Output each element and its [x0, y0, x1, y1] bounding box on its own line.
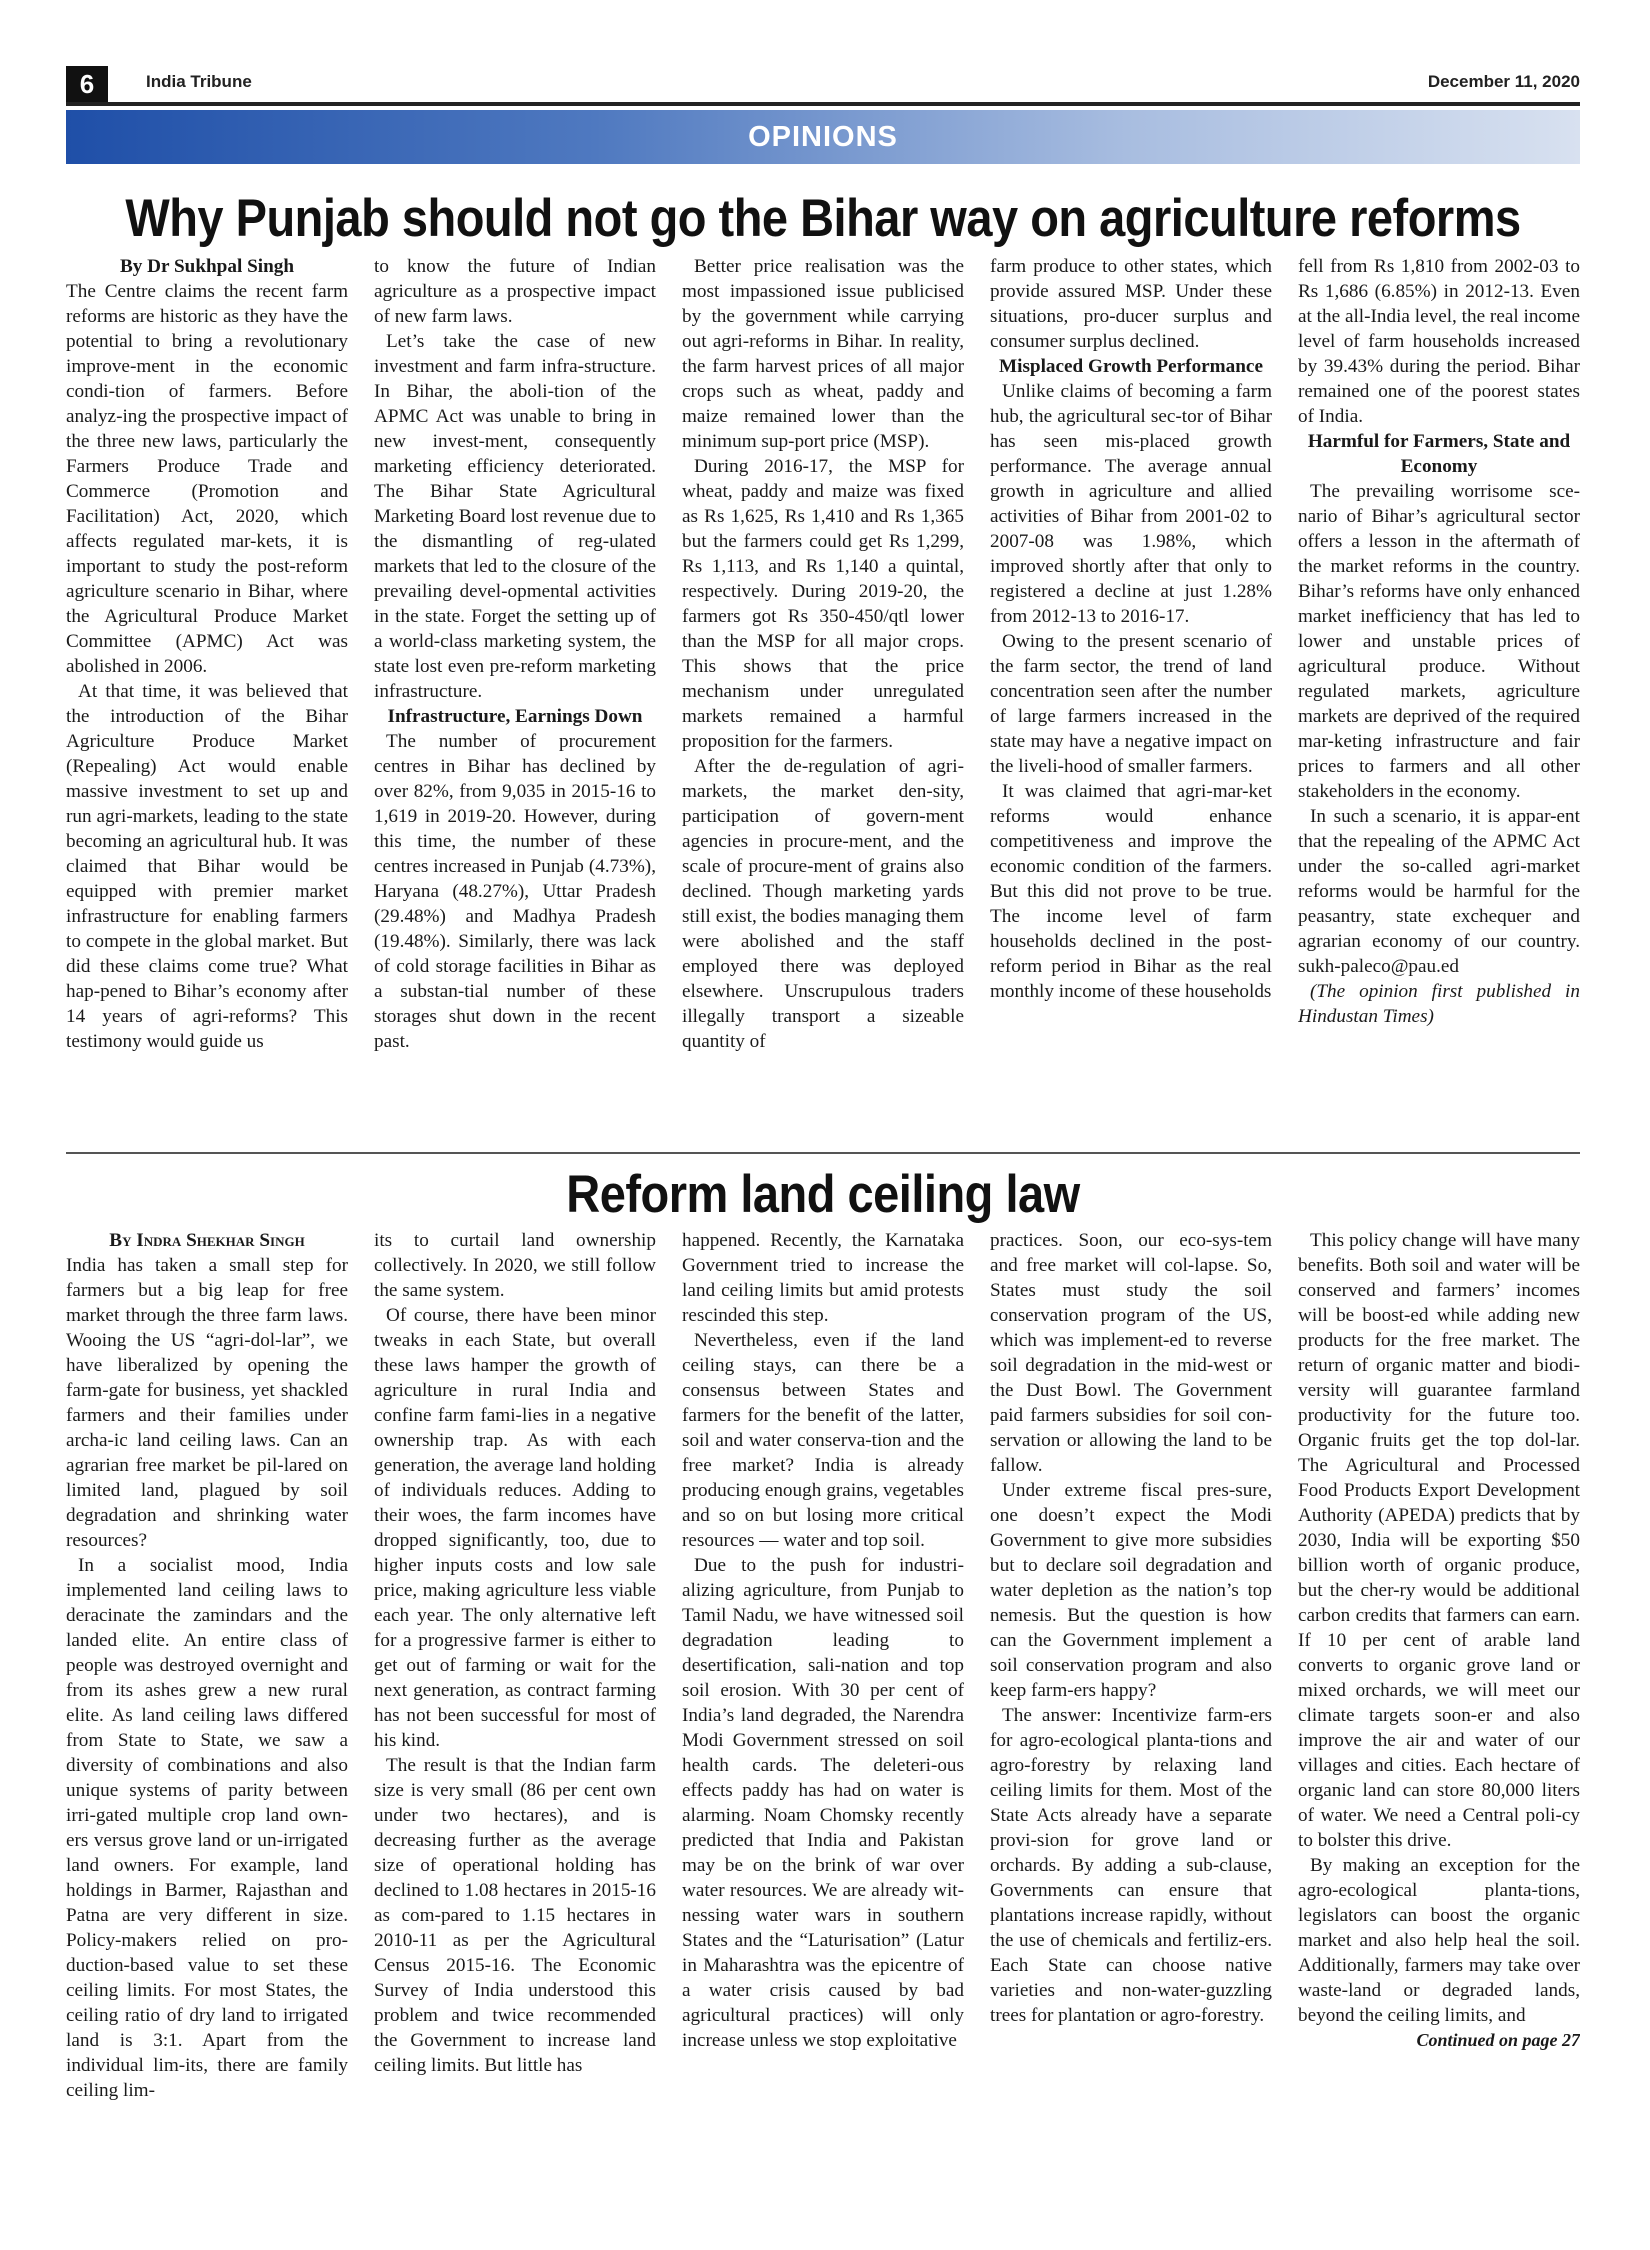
paragraph: India has taken a small step for farmers but a big leap for free market through the three farm laws. Wooing the US “agri-dol-lar”, we have liberalized by opening the farm-gate for business, yet shackled farmers and their families under archa-ic land ceiling laws. Can an agrarian free market be pil-lared on limited land, plagued by soil degradation and shrinking water resources?: [66, 1255, 348, 1551]
article1-body: [66, 254, 1580, 1144]
paragraph: After the de-regulation of agri-markets, the market den-sity, participation of govern-ment agencies in procure-ment, and the scale of procure-ment of grains also declined. Though marketing yards still exist, the bodies managing them were abolished and the staff employed there was deployed elsewhere. Unscrupulous traders illegally transport a sizeable quantity of: [682, 756, 964, 1052]
paragraph: At that time, it was believed that the introduction of the Bihar Agriculture Produce Market (Repealing) Act would enable massive investment to set up and run agri-markets, leading to the state becoming an agricultural hub. It was claimed that Bihar would be equipped with premier market infrastructure for enabling farmers to compete in the global market. But did these claims come true? What hap-pened to Bihar’s economy after 14 years of agri-reforms? This testimony would guide us: [66, 681, 348, 1052]
paragraph: In such a scenario, it is appar-ent that the repealing of the APMC Act under the so-called agri-market reforms would be harmful for the peasantry, state exchequer and agrarian economy of our country. sukh-paleco@pau.ed: [1298, 806, 1580, 977]
paragraph: The answer: Incentivize farm-ers for agro-ecological planta-tions and agro-forestry by relaxing land ceiling limits for them. Most of the State Acts already have a separate provi-sion for grove land or orchards. By adding a sub-clause, Governments can ensure that plantations increase rapidly, without the use of chemicals and fertiliz-ers. Each State can choose native varieties and non-water-guzzling trees for plantation or agro-forestry.: [990, 1705, 1272, 2026]
subheading: Infrastructure, Earnings Down: [387, 706, 643, 727]
article1-headline: Why Punjab should not go the Bihar way on agriculture reforms: [125, 187, 1521, 248]
article1-byline: By Dr Sukhpal Singh: [119, 256, 295, 277]
section-banner: [66, 110, 1580, 164]
subheading: Harmful for Farmers, State and Economy: [1307, 431, 1571, 477]
article-divider: [66, 1152, 1580, 1154]
paragraph: farm produce to other states, which provide assured MSP. Under these situations, pro-ducer surplus and consumer surplus declined.: [990, 256, 1272, 352]
paragraph: It was claimed that agri-mar-ket reforms would enhance competitiveness and improve the economic condition of the farmers. But this did not prove to be true. The income level of farm households declined in the post-reform period in Bihar as the real monthly income of these households: [990, 781, 1272, 1002]
paragraph: The prevailing worrisome sce-nario of Bihar’s agricultural sector offers a lesson in the aftermath of the market reforms in the country. Bihar’s reforms have only enhanced market inefficiency that has led to lower and unstable prices of agricultural produce. Without regulated markets, agriculture markets are deprived of the required mar-keting infrastructure and fair prices to farmers and all other stakeholders in the economy.: [1298, 481, 1580, 802]
paragraph: During 2016-17, the MSP for wheat, paddy and maize was fixed as Rs 1,625, Rs 1,410 and Rs 1,365 but the farmers could get Rs 1,299, Rs 1,113, and Rs 1,140 a quintal, respectively. During 2019-20, the farmers got Rs 350-450/qtl lower than the MSP for all major crops. This shows that the price mechanism under unregulated markets remained a harmful proposition for the farmers.: [682, 456, 964, 752]
paragraph: This policy change will have many benefits. Both soil and water will be conserved and farmers’ incomes will be boost-ed while adding new products for the free market. The return of organic matter and biodi-versity will guarantee farmland productivity for the future too. Organic fruits get the top dol-lar. The Agricultural and Processed Food Products Export Development Authority (APEDA) predicts that by 2030, India will be exporting $50 billion worth of organic produce, but the cher-ry would be additional carbon credits that farmers can earn. If 10 per cent of arable land converts to organic grove land or mixed orchards, we will meet our climate targets soon-er and also improve the air and water of our villages and cities. Each hectare of organic land can store 80,000 liters of water. We need a Central poli-cy to bolster this drive.: [1298, 1230, 1580, 1851]
issue-date: December 11, 2020: [1427, 72, 1580, 91]
article2-headline: Reform land ceiling law: [566, 1163, 1080, 1224]
paragraph: Of course, there have been minor tweaks in each State, but overall these laws hamper the growth of agriculture in rural India and confine farm fami-lies in a negative ownership trap. As with each generation, the average land holding of individuals reduces. Adding to their woes, the farm incomes have dropped significantly, too, due to higher inputs costs and low sale price, making agriculture less viable each year. The only alternative left for a progressive farmer is either to get out of farming or wait for the next generation, as contract farming has not been successful for most of his kind.: [374, 1305, 656, 1751]
section-title: OPINIONS: [748, 121, 898, 153]
paragraph: fell from Rs 1,810 from 2002-03 to Rs 1,686 (6.85%) in 2012-13. Even at the all-India level, the real income level of farm households increased by 39.43% during the period. Bihar remained one of the poorest states of India.: [1298, 256, 1580, 427]
article2-byline: By Indra Shekhar Singh: [109, 1230, 305, 1251]
article1-column: [1298, 254, 1580, 1144]
paragraph: In a socialist mood, India implemented land ceiling laws to deracinate the zamindars and the landed elite. An entire class of people was destroyed overnight and from its ashes grew a new rural elite. As land ceiling laws differed from State to State, we saw a diversity of combinations and also unique systems of parity between irri-gated multiple crop land own-ers versus grove land or un-irrigated land owners. For example, land holdings in Barmer, Rajasthan and Patna are very different in size. Policy-makers relied on pro-duction-based value to set these ceiling limits. For most States, the ceiling ratio of dry land to irrigated land is 3:1. Apart from the individual lim-its, there are family ceiling lim-: [66, 1555, 348, 2101]
article2-column: [1298, 1228, 1580, 2188]
article1-column: [66, 254, 348, 1144]
paragraph: The result is that the Indian farm size is very small (86 per cent own under two hectares), and is decreasing further as the average size of operational holding has declined to 1.08 hectares in 2015-16 as com-pared to 1.15 hectares in 2010-11 as per the Agricultural Census 2015-16. The Economic Survey of India understood this problem and twice recommended the Government to increase land ceiling limits. But little has: [374, 1755, 656, 2076]
article2-column: [66, 1228, 348, 2188]
paragraph: The number of procurement centres in Bihar has declined by over 82%, from 9,035 in 2015-16 to 1,619 in 2019-20. However, during this time, the number of these centres increased in Punjab (4.73%), Haryana (48.27%), Uttar Pradesh (29.48%) and Madhya Pradesh (19.48%). Similarly, there was lack of cold storage facilities in Bihar as a substan-tial number of these storages shut down in the recent past.: [374, 731, 656, 1052]
paragraph: practices. Soon, our eco-sys-tem and free market will col-lapse. So, States must study the soil conservation program of the US, which was implement-ed to reverse soil degradation in the mid-west or the Dust Bowl. The Government paid farmers subsidies for soil con-servation or allowing the land to be fallow.: [990, 1230, 1272, 1476]
source-note: (The opinion first published in Hindustan Times): [1298, 981, 1580, 1027]
paragraph: Due to the push for industri-alizing agriculture, from Punjab to Tamil Nadu, we have witnessed soil degradation leading to desertification, sali-nation and top soil erosion. With 30 per cent of India’s land degraded, the Narendra Modi Government stressed on soil health cards. The deleteri-ous effects paddy has had on water is alarming. Noam Chomsky recently predicted that India and Pakistan may be on the brink of war over water resources. We are already wit-nessing water wars in southern States and the “Laturisation” (Latur in Maharashtra was the epicentre of a water crisis caused by bad agricultural practices) will only increase unless we stop exploitative: [682, 1555, 964, 2051]
article2-column: [682, 1228, 964, 2188]
article2-column: [990, 1228, 1272, 2188]
paragraph: to know the future of Indian agriculture as a prospective impact of new farm laws.: [374, 256, 656, 327]
subheading: Misplaced Growth Performance: [999, 356, 1263, 377]
continued-note: Continued on page 27: [1416, 2030, 1580, 2050]
article1-column: [990, 254, 1272, 1144]
article2-column: [374, 1228, 656, 2188]
article2-body: [66, 1228, 1580, 2188]
publication-name: India Tribune: [146, 72, 252, 91]
paragraph: happened. Recently, the Karnataka Government tried to increase the land ceiling limits but amid protests rescinded this step.: [682, 1230, 964, 1326]
page-header: [66, 66, 1580, 102]
article1-column: [682, 254, 964, 1144]
page-number: 6: [66, 66, 108, 102]
paragraph: Unlike claims of becoming a farm hub, the agricultural sec-tor of Bihar has seen mis-placed growth performance. The average annual growth in agriculture and allied activities of Bihar from 2001-02 to 2007-08 was 1.98%, which improved shortly after that only to registered a decline at just 1.28% from 2012-13 to 2016-17.: [990, 381, 1272, 627]
article1-column: [374, 254, 656, 1144]
paragraph: Better price realisation was the most impassioned issue publicised by the government while carrying out agri-reforms in Bihar. In reality, the farm harvest prices of all major crops such as wheat, paddy and maize remained lower than the minimum sup-port price (MSP).: [682, 256, 964, 452]
paragraph: Let’s take the case of new investment and farm infra-structure. In Bihar, the aboli-tion of the APMC Act was unable to bring in new invest-ment, consequently marketing efficiency deteriorated. The Bihar State Agricultural Marketing Board lost revenue due to the dismantling of reg-ulated markets that led to the closure of the prevailing devel-opmental activities in the state. Forget the setting up of a world-class marketing system, the state lost even pre-reform marketing infrastructure.: [374, 331, 656, 702]
paragraph: The Centre claims the recent farm reforms are historic as they have the potential to bring a revolutionary improve-ment in the economic condi-tion of farmers. Before analyz-ing the prospective impact of the three new laws, particularly the Farmers Produce Trade and Commerce (Promotion and Facilitation) Act, 2020, which affects regulated mar-kets, it is important to study the post-reform agriculture scenario in Bihar, where the Agricultural Produce Market Committee (APMC) Act was abolished in 2006.: [66, 281, 348, 677]
header-rule: [66, 102, 1580, 106]
paragraph: By making an exception for the agro-ecological planta-tions, legislators can boost the organic market and also help heal the soil. Additionally, farmers may take over waste-land or degraded lands, beyond the ceiling limits, and: [1298, 1855, 1580, 2026]
paragraph: Under extreme fiscal pres-sure, one doesn’t expect the Modi Government to give more subsidies but to declare soil degradation and water depletion as the nation’s top nemesis. But the question is how can the Government implement a soil conservation program and also keep farm-ers happy?: [990, 1480, 1272, 1701]
paragraph: Nevertheless, even if the land ceiling stays, can there be a consensus between States and farmers for the benefit of the latter, soil and water conserva-tion and the free market? India is already producing enough grains, vegetables and so on but losing more critical resources — water and top soil.: [682, 1330, 964, 1551]
paragraph: Owing to the present scenario of the farm sector, the trend of land concentration seen after the number of large farmers increased in the state may have a negative impact on the liveli-hood of smaller farmers.: [990, 631, 1272, 777]
paragraph: its to curtail land ownership collectively. In 2020, we still follow the same system.: [374, 1230, 656, 1301]
